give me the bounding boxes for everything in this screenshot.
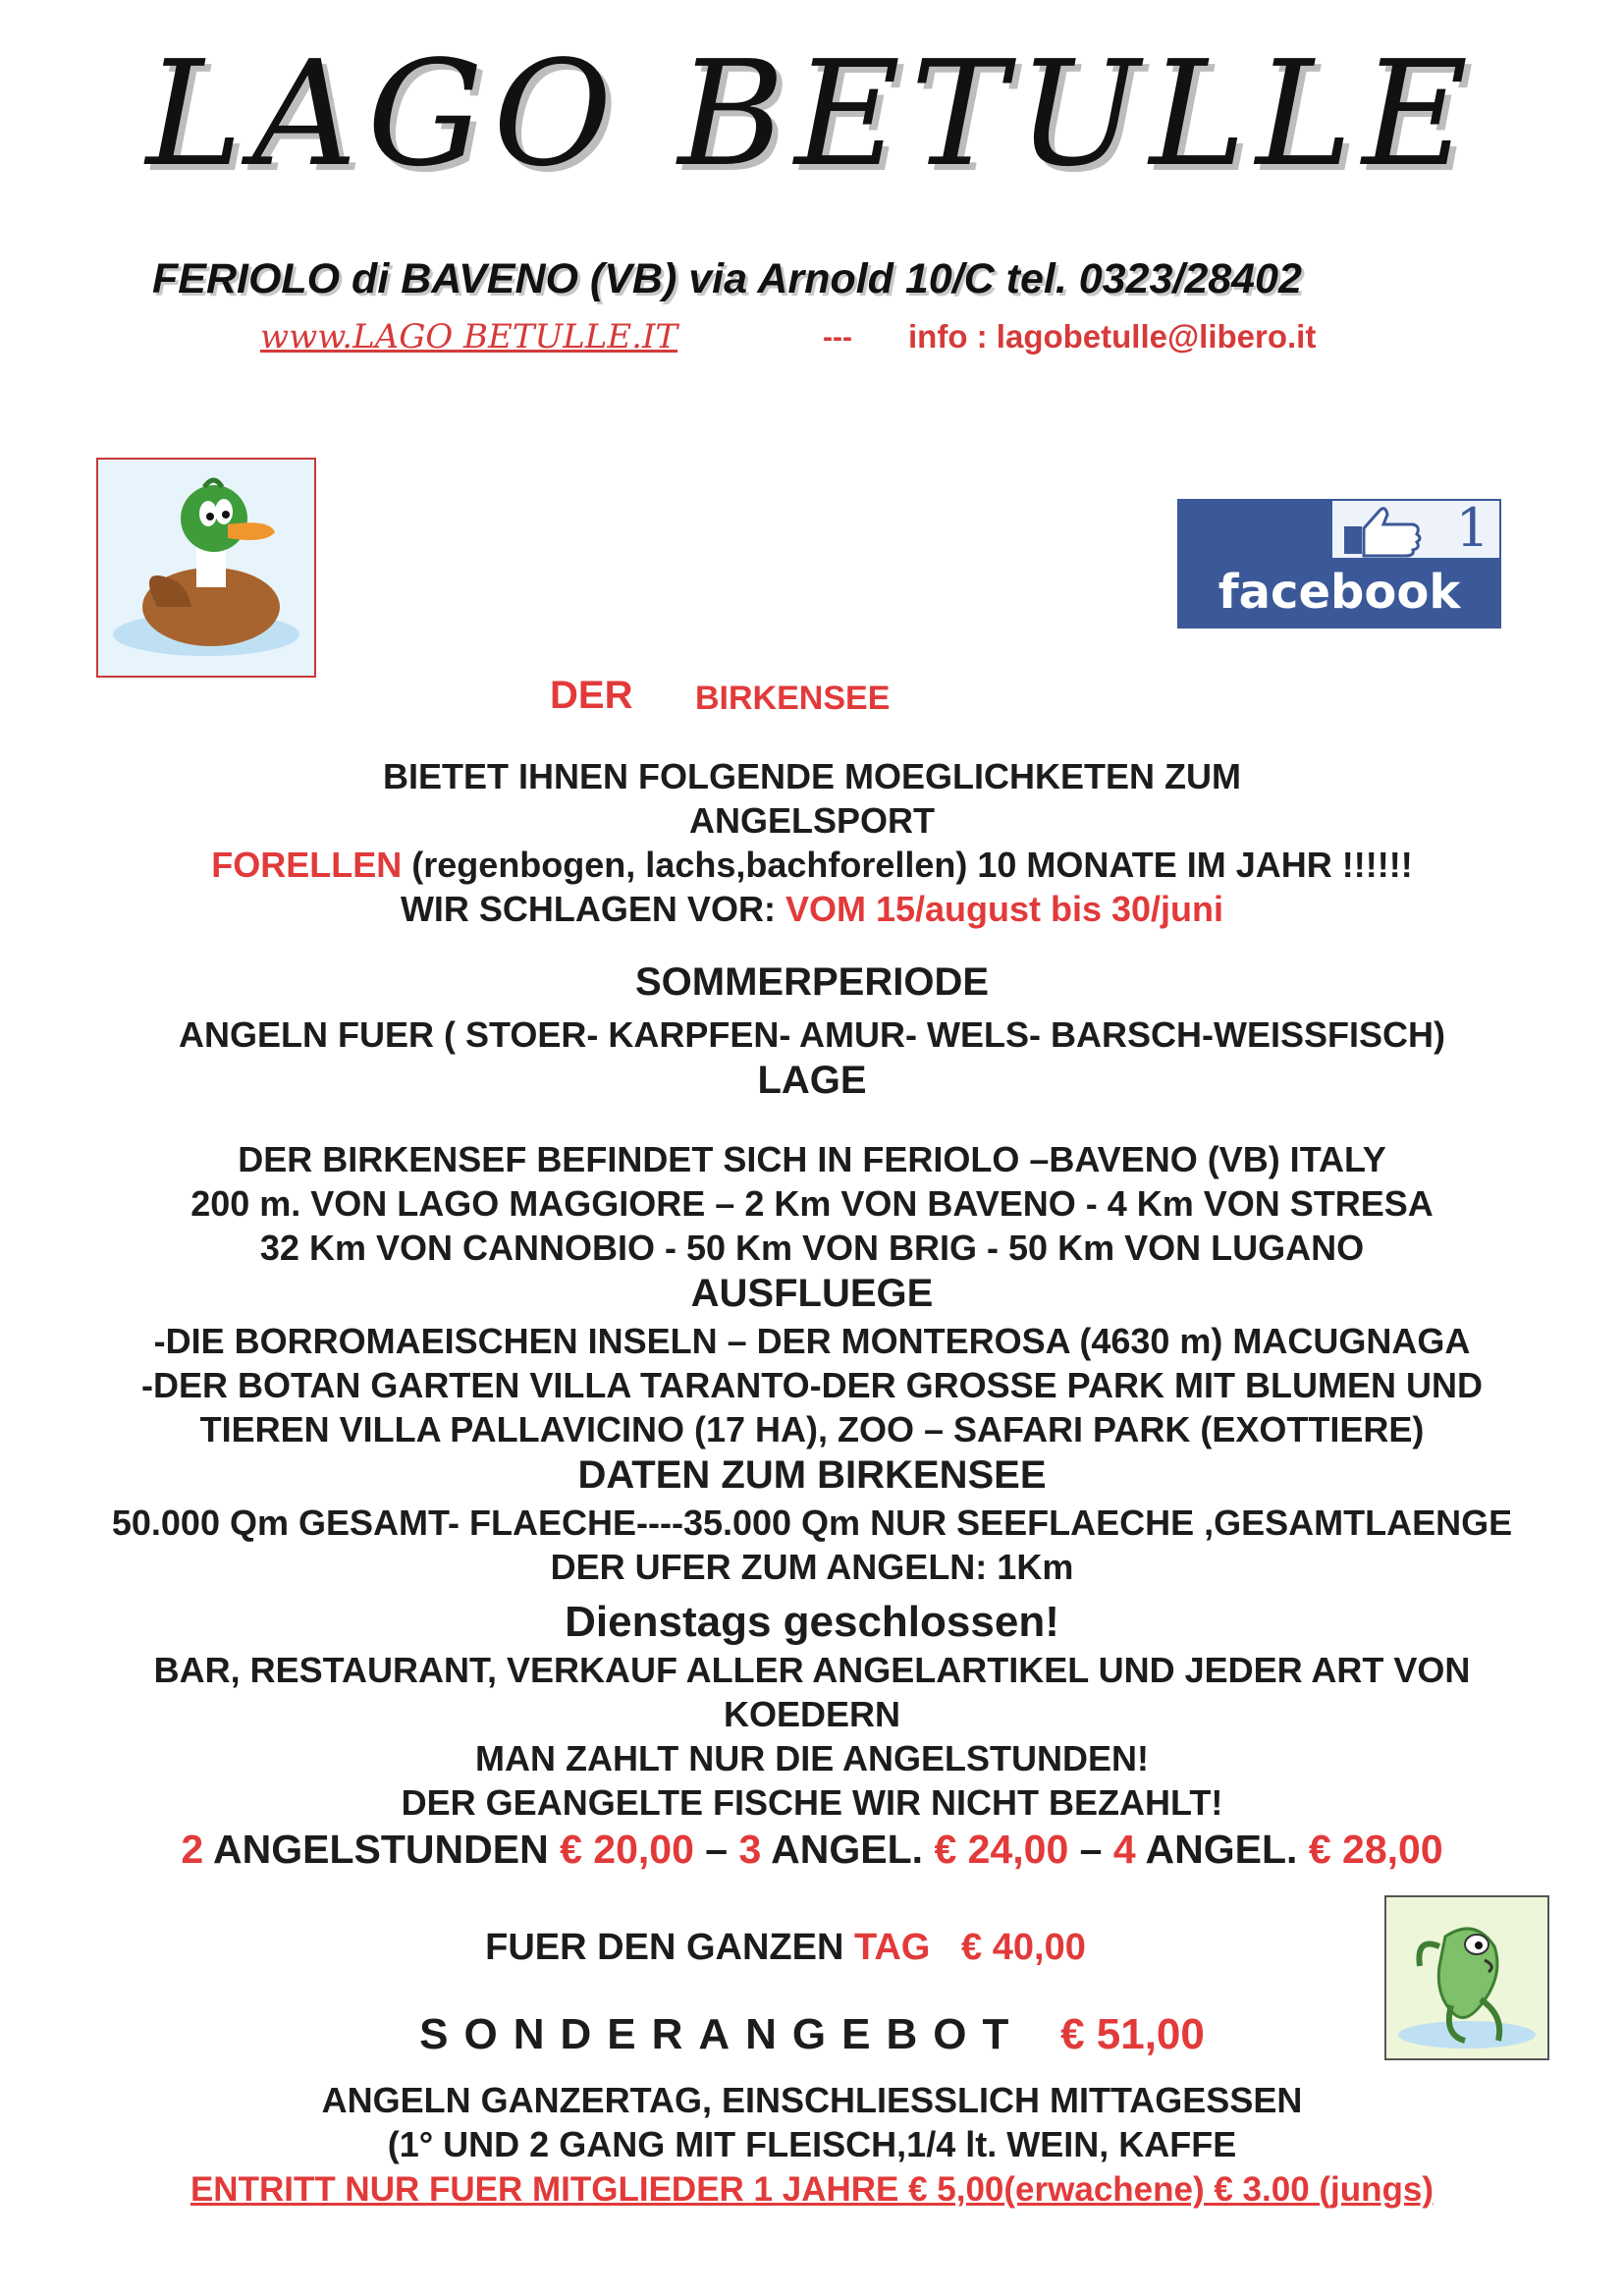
offer-heading-line [0,2010,1624,2059]
price-2-count: 3 [738,1827,762,1872]
membership-note: ENTRITT NUR FUER MITGLIEDER 1 JAHRE € 5,00(erwachene) € 3.00 (jungs) [189,2170,1435,2209]
offer-line-2: (1° UND 2 GANG MIT FLEISCH,1/4 lt. WEIN, KAFFE [387,2124,1237,2164]
offer-line-1: ANGELN GANZERTAG, EINSCHLIESSLICH MITTAGESSEN [321,2080,1303,2120]
price-dash-2: – [1068,1827,1113,1872]
like-counter [1330,499,1501,560]
info-line-3: MAN ZAHLT NUR DIE ANGELSTUNDEN! [475,1738,1149,1778]
like-count: 1 [1455,497,1489,559]
price-1-label: ANGELSTUNDEN [203,1827,561,1872]
info-line-2: KOEDERN [723,1694,901,1734]
intro-line-2: ANGELSPORT [688,800,935,841]
facebook-like-badge[interactable] [1177,499,1501,629]
intro-line-1: BIETET IHNEN FOLGENDE MOEGLICHKETEN ZUM [382,756,1241,796]
address-line: FERIOLO di BAVENO (VB) via Arnold 10/C tel. 0323/28402 [152,255,1302,302]
lage-line-1: DER BIRKENSEF BEFINDET SICH IN FERIOLO –BAVENO (VB) ITALY [238,1139,1386,1179]
email-contact[interactable]: info : lagobetulle@libero.it [908,318,1317,355]
offer-price: € 51,00 [1060,2010,1205,2058]
price-2-value: € 24,00 [934,1827,1069,1872]
closed-notice: Dienstags geschlossen! [565,1598,1059,1646]
ausfluege-line-3: TIEREN VILLA PALLAVICINO (17 HA), ZOO – SAFARI PARK (EXOTTIERE) [199,1409,1425,1449]
price-1-count: 2 [181,1827,204,1872]
section-heading-daten: DATEN ZUM BIRKENSEE [577,1453,1047,1497]
section-heading-lage: LAGE [757,1059,867,1102]
offer-heading: SONDERANGEBOT [419,2010,1025,2058]
info-line-1: BAR, RESTAURANT, VERKAUF ALLER ANGELARTIKEL UND JEDER ART VON [153,1650,1471,1690]
price-3-value: € 28,00 [1308,1827,1443,1872]
lage-line-3: 32 Km VON CANNOBIO - 50 Km VON BRIG - 50 Km VON LUGANO [259,1228,1365,1268]
duck-icon [98,460,314,676]
heading-der: DER [550,674,633,717]
day-label: FUER DEN GANZEN [485,1927,854,1968]
daten-line-2: DER UFER ZUM ANGELN: 1Km [550,1547,1074,1587]
price-dash-1: – [693,1827,739,1872]
ausfluege-line-1: -DIE BORROMAEISCHEN INSELN – DER MONTEROSA (4630 m) MACUGNAGA [153,1321,1471,1361]
info-line-4: DER GEANGELTE FISCHE WIR NICHT BEZAHLT! [401,1782,1223,1823]
day-price-line [0,1927,1571,1969]
daten-line-1: 50.000 Qm GESAMT- FLAECHE----35.000 Qm NUR SEEFLAECHE ,GESAMTLAENGE [111,1503,1513,1543]
heading-birkensee: BIRKENSEE [695,680,891,717]
facebook-label: facebook [1218,565,1461,620]
forellen-highlight: FORELLEN [211,845,403,885]
forellen-details: (regenbogen, lachs,bachforellen) 10 MONATE IM JAHR !!!!!! [402,845,1413,885]
ausfluege-line-2: -DER BOTAN GARTEN VILLA TARANTO-DER GROSSE PARK MIT BLUMEN UND [141,1365,1483,1405]
price-1-value: € 20,00 [560,1827,694,1872]
price-2-label: ANGEL. [761,1827,935,1872]
section-heading-sommer: SOMMERPERIODE [634,960,990,1004]
price-3-count: 4 [1112,1827,1136,1872]
forellen-line [0,845,1624,886]
price-line [0,1827,1624,1873]
sommer-line: ANGELN FUER ( STOER- KARPFEN- AMUR- WELS- BARSCH-WEISSFISCH) [179,1014,1445,1055]
lage-line-2: 200 m. VON LAGO MAGGIORE – 2 Km VON BAVENO - 4 Km VON STRESA [190,1183,1434,1224]
day-word: TAG [853,1927,931,1968]
duck-illustration [96,458,316,678]
price-3-label: ANGEL. [1135,1827,1309,1872]
website-link[interactable]: www.LAGO BETULLE.IT [260,317,678,356]
page-title: LAGO BETULLE [145,29,1479,198]
day-price: € 40,00 [961,1927,1086,1968]
schlagen-label: WIR SCHLAGEN VOR: [400,889,785,929]
schlagen-line [0,889,1624,930]
separator: --- [823,321,852,354]
section-heading-ausfluege: AUSFLUEGE [690,1272,934,1315]
season-dates: VOM 15/august bis 30/juni [785,889,1224,929]
thumbs-up-icon [1336,503,1435,558]
